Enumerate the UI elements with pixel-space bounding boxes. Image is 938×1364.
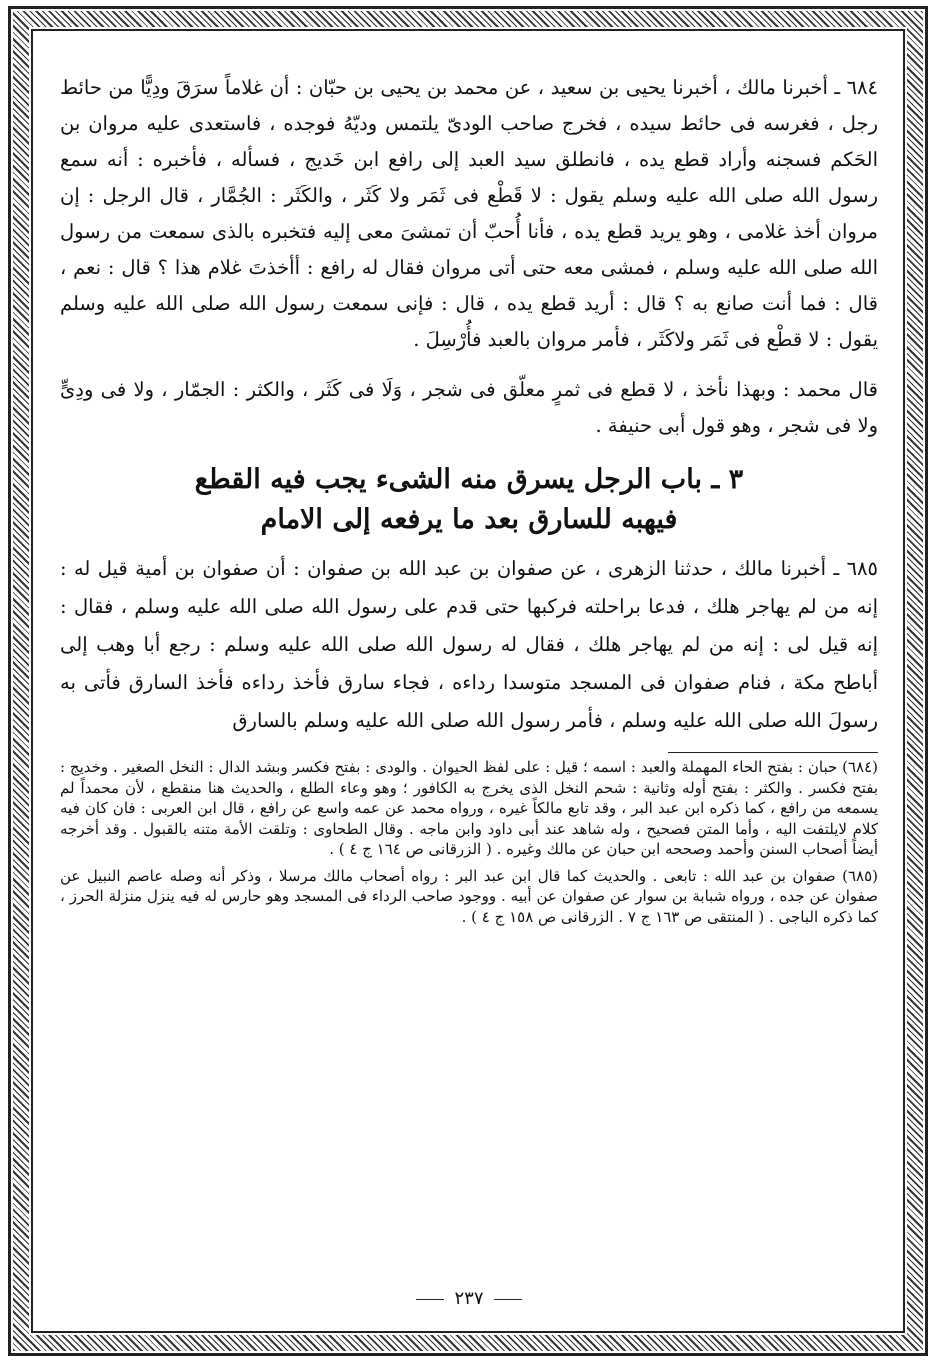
page-number-dash-left (494, 1299, 522, 1300)
chapter-heading-line-1: ٣ ـ باب الرجل يسرق منه الشىء يجب فيه القطع (194, 464, 744, 495)
hadith-685-paragraph: ٦٨٥ ـ أخبرنا مالك ، حدثنا الزهرى ، عن صفوان بن عبد الله بن صفوان : أن صفوان بن أمية قيل له : إنه من لم يهاجر هلك ، فدعا براحلته فركبها حتى قدم على رسول الله صلى الله عليه وسلم ، فقال : إنه قيل لى : إنه من لم يهاجر هلك ، فقال له رسول الله صلى الله عليه وسلم : رجع أبا وهب إلى أباطح مكة ، فنام صفوان فى المسجد متوسدا رداءه ، فجاء سارق فأخذ رداءه فأخذ السارق فأتى به رسولَ الله صلى الله عليه وسلم ، فأمر رسول الله صلى الله عليه وسلم بالسارق (60, 557, 878, 732)
footnote-684: (٦٨٤) حبان : بفتح الحاء المهملة والعبد : اسمه ؛ قيل : على لفظ الحيوان . والودى : بفتح فكسر وبشد الدال : النخل الصغير . وخديج : بفتح فكسر . والكثر : بفتح أوله وثانية : شحم النخل الذى يخرج به الكافور ؛ وهو وعاء الطلع ، والحديث هنا منقطع ، لأن محمداً لم يسمعه من رافع ، كما ذكره ابن عبد البر ، وقد تابع مالكاً غيره ، ورواه محمد عن عمه واسع عن رافع ، قال ابن العربى : فان كان فيه كلام لايلتفت اليه ، وأما المتن فصحيح ، وله شاهد عند أبى داود وابن ماجه . وقال الطحاوى : وتلقت الأمة متنه بالقبول . وقد أخرجه أيضاً أصحاب السنن وأحمد وصححه ابن حبان عن مالك وغيره . ( الزرقانى ص ١٦٤ ج ٤ ) . (60, 758, 878, 858)
chapter-heading-line-2: فيهبه للسارق بعد ما يرفعه إلى الامام (260, 504, 678, 535)
page-number (60, 1288, 878, 1309)
page-number-dash-right (416, 1299, 444, 1300)
page-content (60, 60, 878, 1310)
muhammad-comment-paragraph: قال محمد : وبهذا نأخذ ، لا قطع فى ثمرٍ معلّق فى شجر ، وَلَا فى كَثَر ، والكثر : الجمّار ، ولا فى ودِىٍّ ولا فى شجر ، وهو قول أبى حنيفة . (60, 378, 878, 437)
footnote-separator (668, 752, 878, 753)
page-number-text: ٢٣٧ (454, 1288, 484, 1309)
hadith-684-paragraph: ٦٨٤ ـ أخبرنا مالك ، أخبرنا يحيى بن سعيد ، عن محمد بن يحيى بن حبّان : أن غلاماً سرَقَ ودِيًّا من حائط رجل ، فغرسه فى حائط سيده ، فخرج صاحب الودىّ يلتمس وديّهُ فوجده ، فاستعدى عليه مروان بن الحَكم فسجنه وأراد قطع يده ، فانطلق سيد العبد إلى رافع ابن خَديج ، فسأله ، فأخبره : أنه سمع رسول الله صلى الله عليه وسلم يقول : لا قَطْع فى ثَمَر ولا كَثَر ، والكَثَر : الجُمَّار ، قال الرجل : إن مروان أخذ غلامى ، وهو يريد قطع يده ، فأنا أُحبّ أن تمشىَ معى إليه فتخبره بالذى سمعت من رسول الله صلى الله عليه وسلم ، فمشى معه حتى أتى مروان فقال له رافع : أأخذتَ غلام هذا ؟ قال : نعم ، قال : فما أنت صانع به ؟ قال : أريد قطع يده ، قال : فإنى سمعت رسول الله صلى الله عليه وسلم يقول : لا قطْع فى ثَمَر ولاكَثَر ، فأمر مروان بالعبد فأُرْسِلَ . (60, 76, 879, 351)
footnote-685: (٦٨٥) صفوان بن عبد الله : تابعى . والحديث كما قال ابن عبد البر : رواه أصحاب مالك مرسلا ، وذكر أنه وصله عاصم النبيل عن صفوان عن جده ، ورواه شبابة بن سوار عن صفوان عن أبيه . ووجود صاحب الرداء فى المسجد وهو حارس له فيه ينزل منزلة الحرز ، كما ذكره الباجى . ( المنتقى ص ١٦٣ ج ٧ . الزرقانى ص ١٥٨ ج ٤ ) . (60, 866, 878, 926)
chapter-heading (60, 460, 878, 540)
